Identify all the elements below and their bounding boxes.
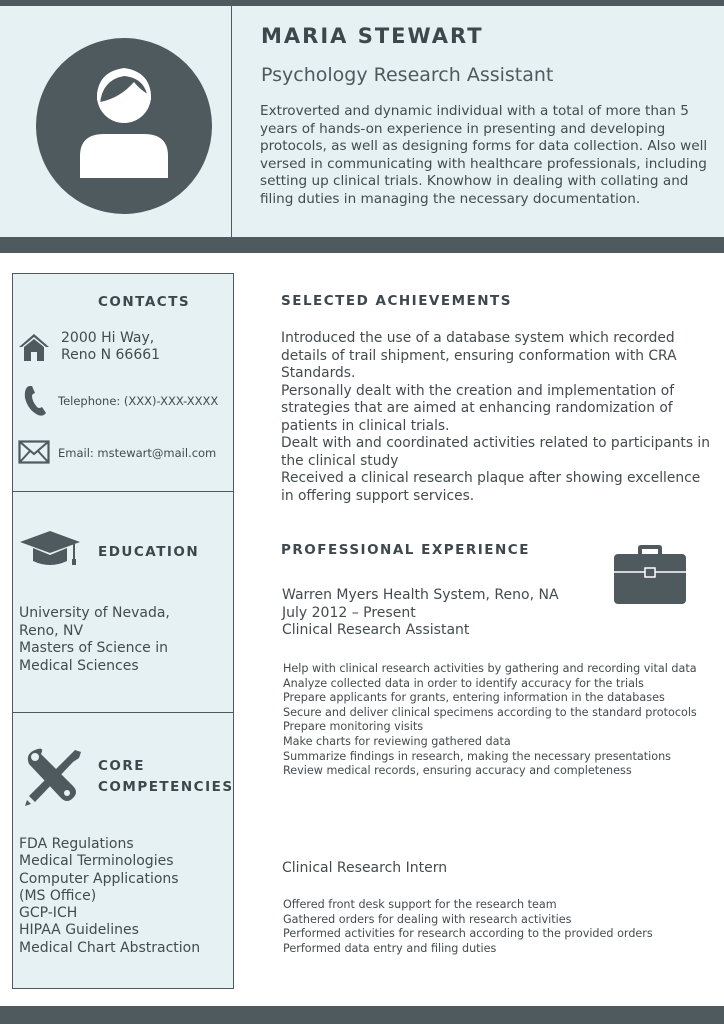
job-2-role: Clinical Research Intern — [282, 860, 448, 876]
education-line: Medical Sciences — [19, 657, 139, 674]
list-item: Medical Chart Abstraction — [19, 939, 201, 956]
education-heading: EDUCATION — [98, 544, 200, 560]
user-silhouette-icon — [36, 38, 212, 214]
competencies-heading-line-1: CORE — [98, 758, 146, 774]
education-line: University of Nevada, — [19, 605, 170, 621]
list-item: Analyze collected data in order to identify accuracy for the trials — [283, 676, 644, 690]
list-item: Prepare monitoring visits — [283, 720, 424, 734]
competencies-list — [19, 836, 200, 957]
list-item: Make charts for reviewing gathered data — [283, 734, 511, 748]
envelope-icon — [18, 440, 50, 464]
role: Clinical Research Assistant — [282, 622, 470, 638]
list-item: Medical Terminologies — [19, 853, 174, 870]
competencies-heading-line-2: COMPETENCIES — [98, 779, 234, 795]
avatar — [36, 38, 212, 214]
sidebar-panel — [12, 273, 234, 989]
achievements-list — [281, 330, 711, 505]
job-2-duties — [283, 898, 703, 956]
employer: Warren Myers Health System, Reno, NA — [282, 587, 559, 603]
contacts-heading: CONTACTS — [98, 294, 191, 310]
list-item: Help with clinical research activities by gathering and recording vital data — [283, 662, 697, 675]
job-1-duties — [283, 662, 703, 779]
header-divider — [231, 6, 232, 237]
list-item: Performed activities for research according to the provided orders — [283, 927, 653, 941]
address-line-2: Reno N 66661 — [61, 347, 161, 363]
footer-band — [0, 1006, 724, 1024]
address — [61, 330, 160, 364]
list-item: Dealt with and coordinated activities related to participants in the clinical study — [281, 435, 710, 469]
achievements-heading: SELECTED ACHIEVEMENTS — [281, 293, 512, 309]
education-line: Reno, NV — [19, 622, 84, 639]
employment-dates: July 2012 – Present — [282, 604, 416, 621]
briefcase-icon — [613, 544, 687, 606]
list-item: Introduced the use of a database system which recorded details of trail shipment, ensuring conformation with CRA Standards. — [281, 330, 677, 381]
section-divider — [13, 712, 233, 713]
list-item: Offered front desk support for the research team — [283, 898, 557, 911]
list-item: Computer Applications — [19, 870, 179, 887]
list-item: Personally dealt with the creation and implementation of strategies that are aimed at enhancing randomization of patients in clinical trials. — [281, 382, 675, 434]
tools-icon — [21, 744, 85, 808]
list-item: Received a clinical research plaque after showing excellence in offering support services. — [281, 470, 701, 504]
phone-icon — [23, 384, 49, 418]
list-item: Performed data entry and filing duties — [283, 941, 497, 955]
section-divider — [13, 491, 233, 492]
competencies-heading — [98, 756, 234, 798]
experience-heading: PROFESSIONAL EXPERIENCE — [281, 542, 530, 558]
job-title: Psychology Research Assistant — [261, 64, 554, 86]
list-item: HIPAA Guidelines — [19, 922, 139, 939]
candidate-name: MARIA STEWART — [261, 24, 484, 48]
address-line-1: 2000 Hi Way, — [61, 330, 155, 346]
email: Email: mstewart@mail.com — [58, 446, 217, 460]
list-item: Summarize findings in research, making the necessary presentations — [283, 749, 671, 763]
profile-summary: Extroverted and dynamic individual with a total of more than 5 years of hands-on experience in presenting and developing protocols, as well as designing forms for data collection. Also well versed in communicating with healthcare professionals, including setting up clinical trials. Knowhow in dealing with collating and filing duties in managing the necessary documentation. — [260, 103, 708, 207]
divider-band — [0, 237, 724, 253]
telephone: Telephone: (XXX)-XXX-XXXX — [58, 394, 219, 408]
job-1 — [282, 587, 559, 640]
list-item: (MS Office) — [19, 887, 97, 904]
list-item: FDA Regulations — [19, 836, 134, 852]
list-item: GCP-ICH — [19, 905, 78, 922]
list-item: Secure and deliver clinical specimens according to the standard protocols — [283, 705, 697, 719]
list-item: Prepare applicants for grants, entering information in the databases — [283, 691, 665, 705]
education-details — [19, 605, 170, 675]
graduation-cap-icon — [19, 528, 81, 572]
list-item: Gathered orders for dealing with research activities — [283, 912, 572, 926]
home-icon — [17, 332, 51, 362]
list-item: Review medical records, ensuring accuracy and completeness — [283, 764, 632, 778]
education-line: Masters of Science in — [19, 640, 168, 656]
